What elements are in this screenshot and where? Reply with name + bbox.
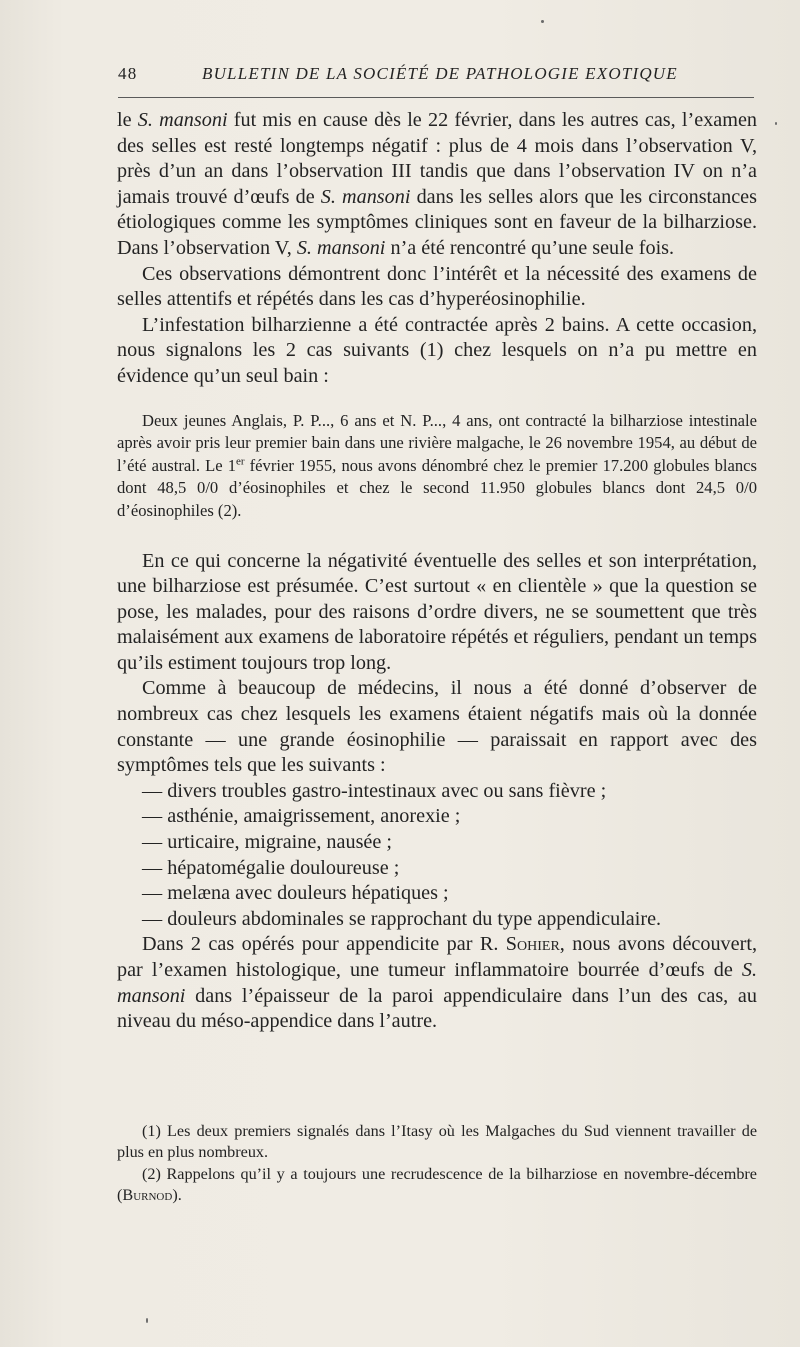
- species-name: S. mansoni: [137, 109, 228, 131]
- body-text: [117, 108, 757, 1035]
- scan-speck: [775, 122, 777, 125]
- header-rule: [118, 97, 754, 98]
- list-item: — asthénie, amaigrissement, anorexie ;: [142, 805, 461, 828]
- paragraph: En ce qui concerne la négativité éventuelle des selles et son interprétation, une bilharziose est présumée. C’est surtout « en clientèle » que la question se pose, les malades, pour des raisons d’ordre divers, ne se soumettent que très malaisément aux examens de laboratoire répétés et réguliers, pendant un temps qu’ils estiment toujours trop long.: [117, 549, 757, 674]
- paragraph: le S. mansoni fut mis en cause dès le 22 février, dans les autres cas, l’examen des selles est resté longtemps négatif : plus de 4 mois dans l’observation V, près d’un an dans l’observation III tandis que dans l’observation IV on n’a jamais trouvé d’œufs de S. mansoni dans les selles alors que les circonstances étiologiques comme les symptômes cliniques sont en faveur de la bilharziose. Dans l’observation V, S. mansoni n’a été rencontré qu’une seule fois.: [117, 109, 757, 259]
- page-number: 48: [118, 64, 138, 83]
- list-item: — divers troubles gastro-intestinaux avec ou sans fièvre ;: [142, 779, 607, 802]
- footnote: (1) Les deux premiers signalés dans l’Itasy où les Malgaches du Sud viennent travailler de plus en plus nombreux.: [117, 1122, 757, 1161]
- case-report-quote: Deux jeunes Anglais, P. P..., 6 ans et N. P..., 4 ans, ont contracté la bilharziose intestinale après avoir pris leur premier bain dans une rivière malgache, le 26 novembre 1954, au début de l’été austral. Le 1er février 1955, nous avons dénombré chez le premier 17.200 globules blancs dont 48,5 0/0 d’éosinophiles et chez le second 11.950 globules blancs dont 24,5 0/0 d’éosinophiles (2).: [117, 410, 757, 520]
- list-item: — hépatomégalie douloureuse ;: [142, 856, 400, 879]
- footnote: (2) Rappelons qu’il y a toujours une recrudescence de la bilharziose en novembre-décembre (Burnod).: [117, 1165, 757, 1204]
- footnotes: [117, 1121, 757, 1207]
- paragraph: Comme à beaucoup de médecins, il nous a été donné d’observer de nombreux cas chez lesquels les examens étaient négatifs mais où la donnée constante — une grande éosinophilie — paraissait en rapport avec des symptômes tels que les suivants :: [117, 677, 757, 777]
- list-item: — melæna avec douleurs hépatiques ;: [142, 882, 449, 905]
- paragraph: Dans 2 cas opérés pour appendicite par R. Sohier, nous avons découvert, par l’examen histologique, une tumeur inflammatoire bourrée d’œufs de S. mansoni dans l’épaisseur de la paroi appendiculaire dans l’un des cas, au niveau du méso-appendice dans l’autre.: [117, 933, 757, 1033]
- species-name: S. mansoni: [117, 959, 757, 1007]
- list-item: — urticaire, migraine, nausée ;: [142, 831, 392, 854]
- author-name: Sohier: [505, 933, 560, 956]
- species-name: S. mansoni: [320, 185, 411, 208]
- scan-speck: [146, 1318, 148, 1323]
- paragraph: L’infestation bilharzienne a été contractée après 2 bains. A cette occasion, nous signalons les 2 cas suivants (1) chez lesquels on n’a pu mettre en évidence qu’un seul bain :: [117, 313, 757, 387]
- scan-speck: [541, 20, 544, 23]
- author-name: Burnod: [122, 1185, 173, 1204]
- species-name: S. mansoni: [296, 236, 386, 259]
- running-title: BULLETIN DE LA SOCIÉTÉ DE PATHOLOGIE EXOTIQUE: [202, 64, 678, 83]
- running-header: [118, 64, 754, 90]
- paragraph: Ces observations démontrent donc l’intérêt et la nécessité des examens de selles attentifs et répétés dans les cas d’hyperéosinophilie.: [117, 262, 757, 311]
- list-item: — douleurs abdominales se rapprochant du type appendiculaire.: [142, 907, 662, 930]
